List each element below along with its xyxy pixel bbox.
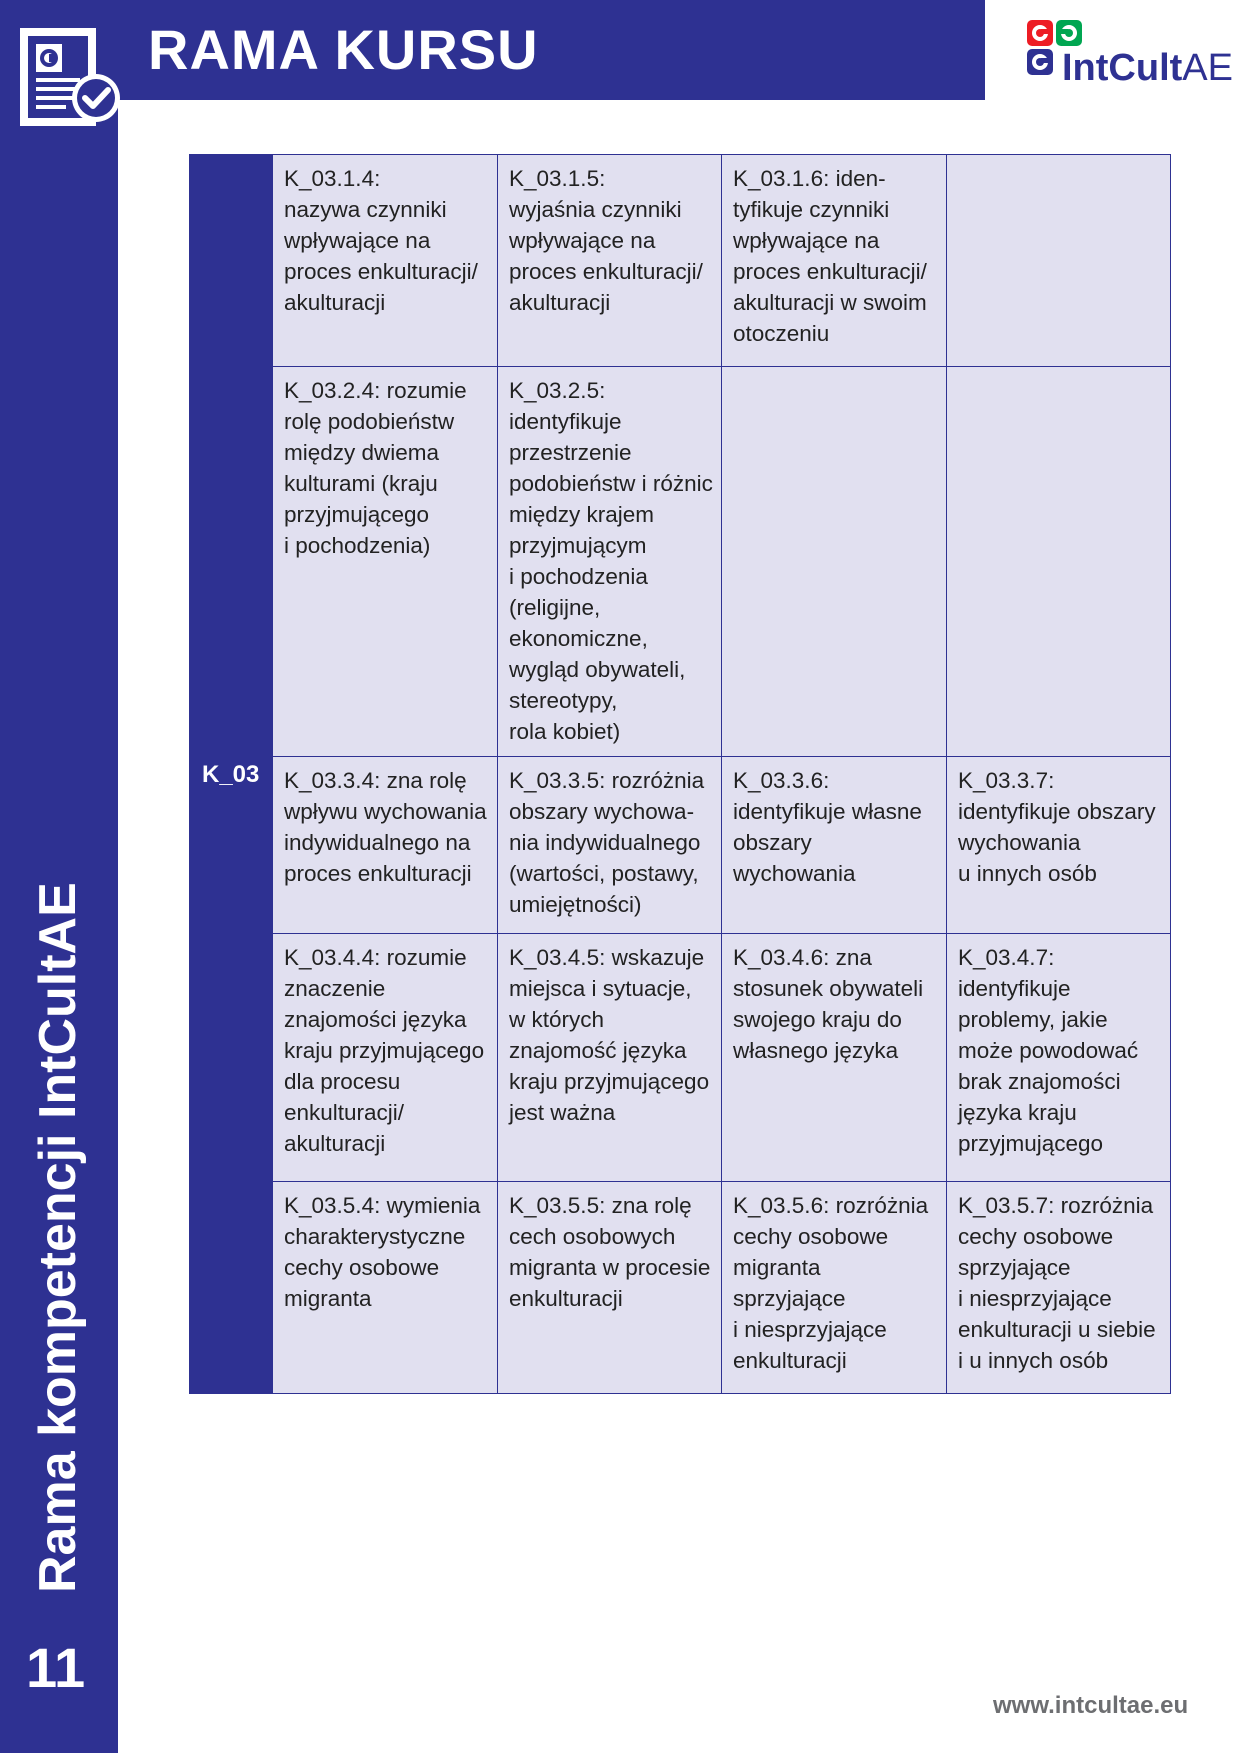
table-cell: K_03.1.6: iden- tyfikuje czynniki wpływające na proces enkulturacji/ akulturacji w swoim otoczeniu <box>722 155 947 367</box>
intcultae-logo <box>1025 18 1233 90</box>
table-cell: K_03.2.5: identyfikuje przestrzenie podobieństw i różnic między krajem przyjmującym i pochodzenia (religijne, ekonomiczne, wygląd obywateli, stereotypy, rola kobiet) <box>498 367 722 757</box>
sidebar-vertical-title: Rama kompetencji IntCultAE <box>29 882 87 1593</box>
table-row <box>190 155 1171 367</box>
table-cell: K_03.1.5: wyjaśnia czynniki wpływające na proces enkulturacji/ akulturacji <box>498 155 722 367</box>
table-cell: K_03.3.7: identyfikuje obszary wychowania u innych osób <box>947 757 1171 934</box>
table-cell: K_03.4.6: zna stosunek obywateli swojego kraju do własnego języka <box>722 934 947 1182</box>
document-check-icon <box>12 18 122 132</box>
row-label-cell: K_03 <box>190 155 273 1394</box>
table-cell: K_03.4.7: identyfikuje problemy, jakie może powodować brak znajomości języka kraju przyjmującego <box>947 934 1171 1182</box>
table-cell: K_03.5.4: wymienia charakterystyczne cechy osobowe migranta <box>273 1182 498 1394</box>
table-row <box>190 367 1171 757</box>
logo-wordmark: IntCultAE <box>1062 47 1233 89</box>
table-cell: K_03.3.6: identyfikuje własne obszary wychowania <box>722 757 947 934</box>
table-cell: K_03.3.4: zna rolę wpływu wychowania indywidualnego na proces enkulturacji <box>273 757 498 934</box>
page-number: 11 <box>26 1636 86 1699</box>
table-cell: K_03.4.4: rozumie znaczenie znajomości języka kraju przyjmującego dla procesu enkulturacji/ akulturacji <box>273 934 498 1182</box>
table-cell: K_03.3.5: rozróżnia obszary wychowa- nia indywidualnego (wartości, postawy, umiejętności) <box>498 757 722 934</box>
competency-table <box>189 154 1171 1394</box>
table-cell: K_03.2.4: rozumie rolę podobieństw między dwiema kulturami (kraju przyjmującego i pochodzenia) <box>273 367 498 757</box>
table-row <box>190 934 1171 1182</box>
table-cell: K_03.5.5: zna rolę cech osobowych migranta w procesie enkulturacji <box>498 1182 722 1394</box>
table-cell <box>722 367 947 757</box>
table-cell: K_03.5.6: rozróżnia cechy osobowe migranta sprzyjające i niesprzyjające enkulturacji <box>722 1182 947 1394</box>
table-cell: K_03.5.7: rozróżnia cechy osobowe sprzyjające i niesprzyjające enkulturacji u siebie i u innych osób <box>947 1182 1171 1394</box>
table-row <box>190 757 1171 934</box>
table-cell <box>947 367 1171 757</box>
table-row <box>190 1182 1171 1394</box>
table-cell: K_03.1.4: nazywa czynniki wpływające na proces enkulturacji/ akulturacji <box>273 155 498 367</box>
page-title: RAMA KURSU <box>148 18 539 81</box>
table-cell: K_03.4.5: wskazuje miejsca i sytuacje, w których znajomość języka kraju przyjmującego jest ważna <box>498 934 722 1182</box>
footer-website-link[interactable]: www.intcultae.eu <box>993 1692 1189 1719</box>
table-cell <box>947 155 1171 367</box>
